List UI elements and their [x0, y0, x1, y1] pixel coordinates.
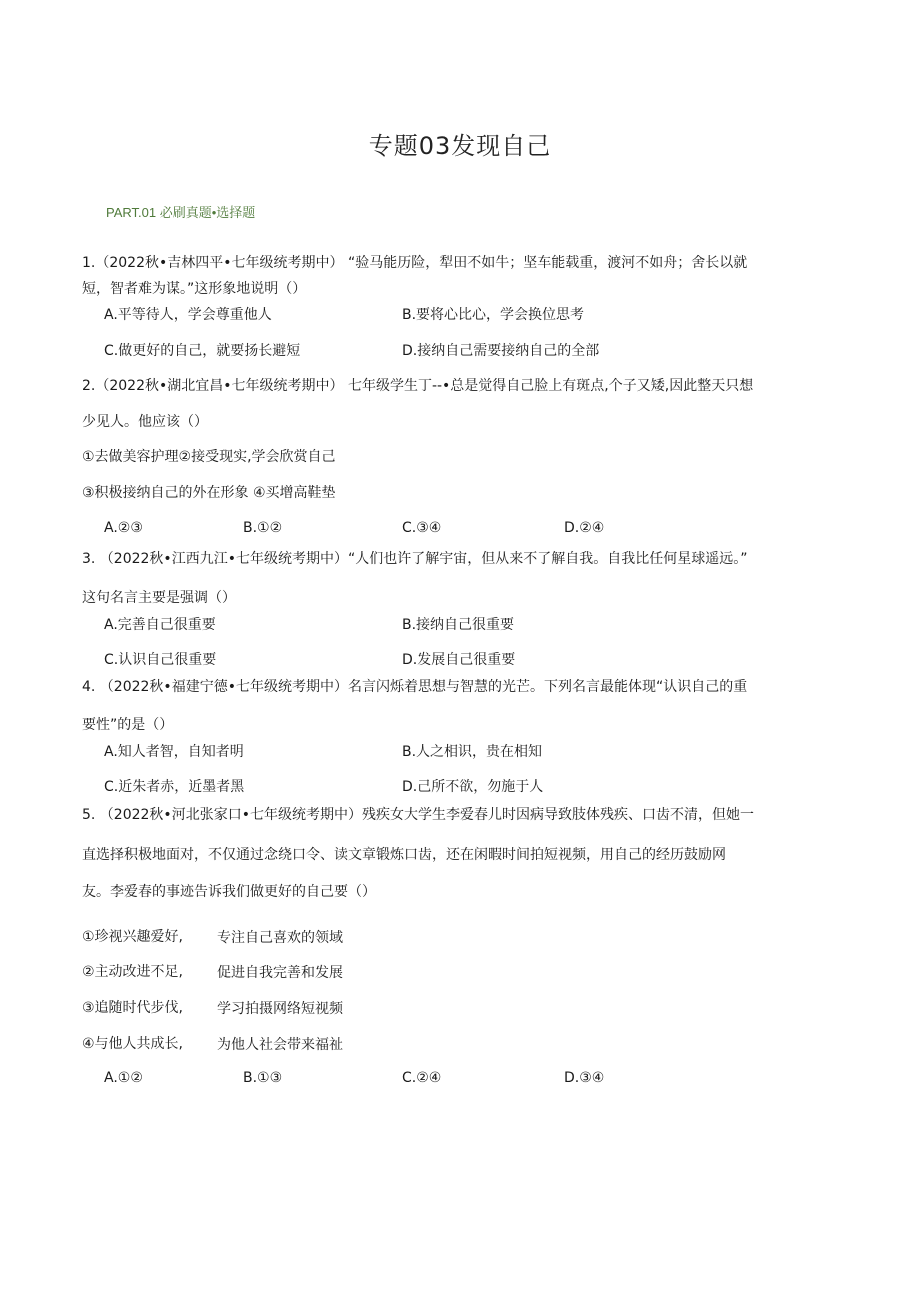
q5-statement-4-a: ④与他人共成长, [82, 1036, 184, 1052]
q5-statement-2-b: 促进自我完善和发展 [217, 965, 343, 981]
q3-option-a: A.完善自己很重要 [104, 617, 216, 633]
q2-option-d: D.②④ [564, 520, 605, 536]
q5-option-a: A.①② [104, 1070, 143, 1086]
q2-option-c: C.③④ [402, 520, 442, 536]
q1-option-a: A.平等待人，学会尊重他人 [104, 307, 272, 323]
q5-statement-4-b: 为他人社会带来福祉 [217, 1037, 343, 1053]
q4-option-b: B.人之相识，贵在相知 [402, 744, 543, 760]
question-5-stem-cont-2: 友。李爱春的事迹告诉我们做更好的自己要（） [82, 884, 376, 900]
q2-option-a: A.②③ [104, 520, 143, 536]
question-4-stem: 4. （2022秋•福建宁德•七年级统考期中）名言闪烁着思想与智慧的光芒。下列名言最能体现“认识自己的重 [82, 679, 748, 695]
q5-statement-3-a: ③追随时代步伐, [82, 1000, 184, 1016]
q1-option-b: B.要将心比心，学会换位思考 [402, 307, 585, 323]
q3-option-b: B.接纳自己很重要 [402, 617, 515, 633]
q3-option-c: C.认识自己很重要 [104, 652, 217, 668]
q4-option-d: D.己所不欲，勿施于人 [402, 779, 544, 795]
q4-option-a: A.知人者智，自知者明 [104, 744, 244, 760]
q5-option-d: D.③④ [564, 1070, 605, 1086]
q1-option-c: C.做更好的自己，就要扬长避短 [104, 343, 301, 359]
q3-option-d: D.发展自己很重要 [402, 652, 516, 668]
question-1-stem: 1.（2022秋•吉林四平•七年级统考期中） “验马能历险，犁田不如牛；坚车能载重，渡河不如舟；舍长以就 [82, 255, 748, 271]
q5-statement-1-b: 专注自己喜欢的领域 [217, 930, 343, 946]
question-3-stem-cont: 这句名言主要是强调（） [82, 590, 236, 606]
q5-option-b: B.①③ [243, 1070, 283, 1086]
q5-statement-2-a: ②主动改进不足, [82, 964, 184, 980]
q2-statements-line-1: ①去做美容护理②接受现实,学会欣赏自己 [82, 449, 336, 465]
q5-option-c: C.②④ [402, 1070, 442, 1086]
question-4-stem-cont: 要性”的是（） [82, 717, 174, 733]
section-label: PART.01 必刷真题•选择题 [106, 205, 256, 220]
page-title: 专题03发现自己 [368, 132, 552, 160]
question-3-stem: 3. （2022秋•江西九江•七年级统考期中）“人们也许了解宇宙，但从来不了解自我。自我比任何星球遥远。” [82, 551, 748, 567]
q4-option-c: C.近朱者赤，近墨者黑 [104, 779, 245, 795]
q5-statement-1-a: ①珍视兴趣爱好, [82, 929, 184, 945]
q1-option-d: D.接纳自己需要接纳自己的全部 [402, 343, 600, 359]
question-5-stem: 5. （2022秋•河北张家口•七年级统考期中）残疾女大学生李爱春儿时因病导致肢体残疾、口齿不清，但她一 [82, 807, 754, 823]
question-2-stem: 2.（2022秋•湖北宜昌•七年级统考期中） 七年级学生丁--•总是觉得自己脸上有斑点,个子又矮,因此整天只想 [82, 378, 754, 394]
question-1-stem-cont: 短，智者难为谋。”这形象地说明（） [82, 281, 307, 297]
q5-statement-3-b: 学习拍摄网络短视频 [217, 1001, 343, 1017]
q2-option-b: B.①② [243, 520, 283, 536]
question-2-stem-cont: 少见人。他应该（） [82, 414, 208, 430]
q2-statements-line-2: ③积极接纳自己的外在形象 ④买增高鞋垫 [82, 485, 336, 501]
question-5-stem-cont: 直选择积极地面对，不仅通过念绕口令、读文章锻炼口齿，还在闲暇时间拍短视频，用自己的经历鼓励网 [82, 847, 726, 863]
